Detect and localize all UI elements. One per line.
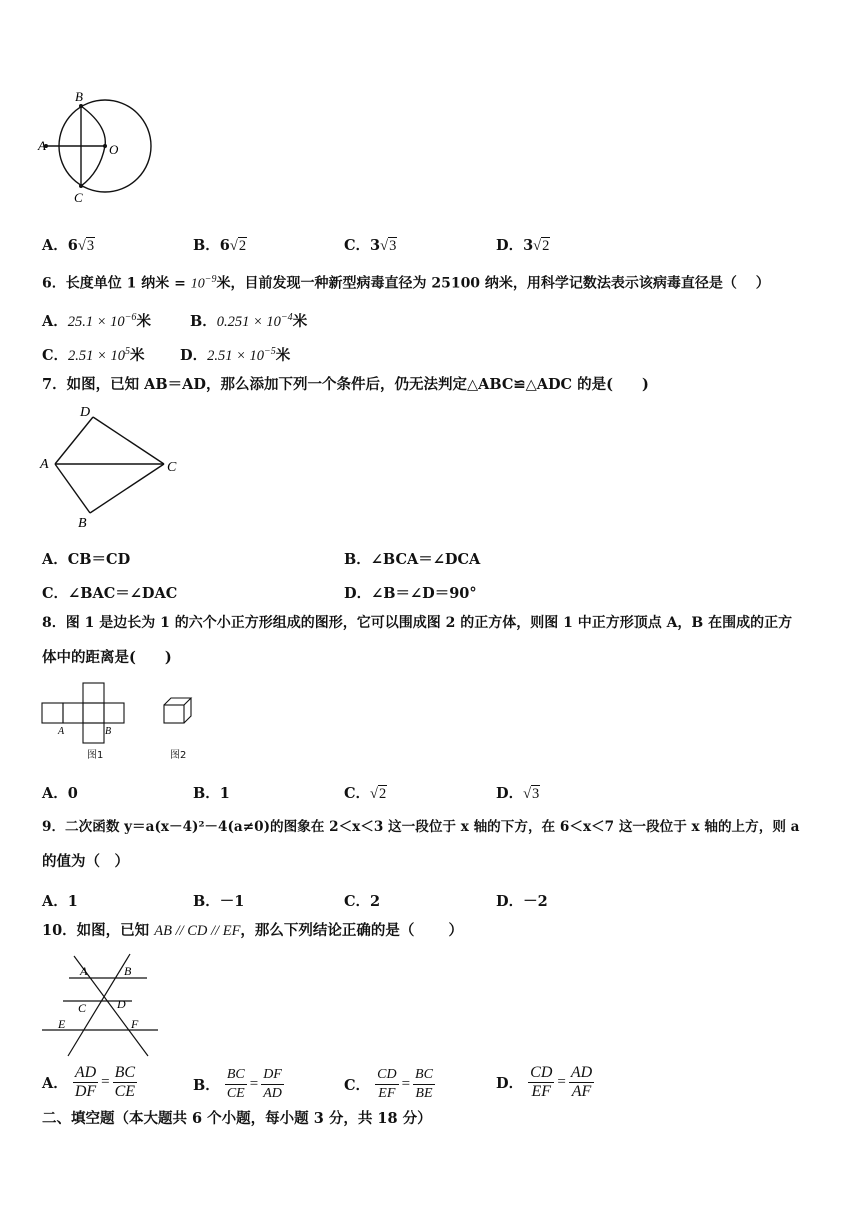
equals-sign: = bbox=[401, 1076, 411, 1092]
option-text: 1 bbox=[219, 785, 230, 802]
option-text: －2 bbox=[523, 893, 548, 910]
option-exponent: −4 bbox=[280, 312, 293, 324]
option-unit: 米 bbox=[275, 347, 291, 364]
option-label: B． bbox=[193, 237, 220, 254]
numerator: DF bbox=[261, 1066, 284, 1085]
q6-stem-a: 长度单位 1 纳米 = bbox=[65, 275, 191, 292]
q8-label-b: B bbox=[105, 726, 112, 737]
q10-label-c: C bbox=[78, 1001, 87, 1015]
option-coef: 3 bbox=[370, 237, 381, 254]
q8-option-c: C．√2 bbox=[344, 785, 387, 802]
q9-stem-line2: 的值为（ ） bbox=[42, 853, 129, 870]
q7-stem: 7．如图，已知 AB＝AD，那么添加下列一个条件后，仍无法判定△ABC≌△ADC 的是( ) bbox=[42, 376, 649, 393]
option-label: D． bbox=[344, 585, 372, 602]
option-text: ∠B＝∠D＝90° bbox=[371, 585, 477, 602]
option-unit: 米 bbox=[136, 313, 151, 330]
denominator: CE bbox=[226, 1086, 245, 1101]
q10-label-b: B bbox=[124, 964, 132, 978]
q7-option-d bbox=[344, 582, 477, 603]
q8-stem-line1: 8．图 1 是边长为 1 的六个小正方形组成的图形，它可以围成图 2 的正方体，则图 1 中正方形顶点 A，B 在围成的正方 bbox=[42, 615, 793, 631]
denominator: AD bbox=[263, 1086, 282, 1101]
option-label: C． bbox=[42, 347, 69, 364]
q5-label-o: O bbox=[109, 142, 119, 157]
option-label: D． bbox=[180, 347, 208, 364]
option-mantissa: 2.51 × 10 bbox=[68, 348, 125, 364]
q6-number: 6． bbox=[42, 275, 66, 292]
q6-option-c bbox=[42, 344, 144, 365]
option-label: D． bbox=[496, 237, 524, 254]
q10-option-d bbox=[496, 1064, 594, 1101]
denominator: DF bbox=[74, 1083, 97, 1100]
option-label: B． bbox=[193, 893, 220, 910]
option-label: B． bbox=[193, 785, 220, 802]
q10-label-e: E bbox=[58, 1017, 66, 1031]
numerator: AD bbox=[570, 1064, 593, 1081]
q5-option-a: A．6√3 bbox=[42, 237, 95, 254]
q10-stem-b: ，那么下列结论正确的是（ ） bbox=[240, 922, 463, 939]
option-radicand: 2 bbox=[238, 238, 247, 254]
q10-stem bbox=[42, 924, 463, 939]
q5-label-a: A bbox=[38, 138, 46, 153]
option-radicand: 2 bbox=[379, 786, 387, 802]
fraction bbox=[413, 1066, 435, 1103]
denominator: EF bbox=[378, 1086, 396, 1101]
option-text: ∠BCA＝∠DCA bbox=[370, 551, 481, 568]
numerator: CD bbox=[530, 1064, 553, 1081]
option-coef: 6 bbox=[67, 237, 78, 254]
option-label: A． bbox=[42, 313, 68, 330]
option-exponent: −6 bbox=[124, 312, 137, 324]
option-label: C． bbox=[42, 585, 69, 602]
q10-option-b bbox=[193, 1066, 284, 1103]
denominator: CE bbox=[114, 1083, 136, 1100]
fraction bbox=[569, 1064, 594, 1101]
q10-label-f: F bbox=[131, 1017, 139, 1031]
q10-option-c bbox=[344, 1066, 435, 1103]
q6-stem bbox=[42, 275, 770, 292]
q5-option-d: D．3√2 bbox=[496, 237, 550, 254]
q10-label-a: A bbox=[80, 964, 88, 978]
q7-option-c bbox=[42, 582, 177, 603]
option-label: C． bbox=[344, 237, 371, 254]
option-label: D． bbox=[496, 1075, 524, 1092]
q6-option-a bbox=[42, 310, 151, 331]
option-label: A． bbox=[42, 1075, 68, 1092]
option-label: A． bbox=[42, 237, 68, 254]
option-label: C． bbox=[344, 1077, 371, 1094]
option-radicand: 2 bbox=[542, 238, 550, 254]
option-exponent: 5 bbox=[124, 346, 130, 358]
option-label: A． bbox=[42, 551, 68, 568]
option-unit: 米 bbox=[129, 347, 145, 364]
denominator: BE bbox=[415, 1086, 433, 1101]
option-text: CB＝CD bbox=[67, 551, 131, 568]
q9-option-b bbox=[193, 890, 244, 911]
q5-circle-figure bbox=[36, 88, 160, 212]
option-label: C． bbox=[344, 785, 371, 802]
option-label: A． bbox=[42, 893, 68, 910]
option-label: A． bbox=[42, 785, 68, 802]
option-text: ∠BAC＝∠DAC bbox=[68, 585, 178, 602]
q8-fig1-caption: 图1 bbox=[87, 750, 104, 761]
section-heading: 二、填空题（本大题共 6 个小题，每小题 3 分，共 18 分） bbox=[42, 1110, 432, 1127]
q6-stem-math: 10 bbox=[190, 276, 205, 292]
q9-option-d bbox=[496, 890, 548, 911]
option-label: B． bbox=[344, 551, 371, 568]
option-label: C． bbox=[344, 893, 371, 910]
q5-label-b: B bbox=[75, 89, 83, 104]
q8-label-a: A bbox=[58, 726, 65, 737]
option-mantissa: 25.1 × 10 bbox=[67, 314, 125, 330]
option-mantissa: 2.51 × 10 bbox=[207, 348, 264, 364]
option-text: 1 bbox=[67, 893, 78, 910]
numerator: CD bbox=[375, 1066, 398, 1085]
q10-math: AB // CD // EF bbox=[154, 923, 241, 939]
option-radicand: 3 bbox=[86, 238, 95, 254]
equals-sign: = bbox=[249, 1076, 259, 1092]
q6-option-b bbox=[190, 310, 307, 331]
fraction bbox=[528, 1064, 554, 1101]
q8-stem-line2: 体中的距离是( ) bbox=[42, 649, 172, 666]
q9-option-a bbox=[42, 890, 78, 911]
q10-option-a bbox=[42, 1064, 137, 1101]
option-label: B． bbox=[193, 1077, 220, 1094]
fraction bbox=[73, 1064, 98, 1101]
q10-label-d: D bbox=[117, 997, 126, 1011]
option-label: B． bbox=[190, 313, 217, 330]
q10-number: 10．如图，已知 bbox=[42, 922, 155, 939]
fraction bbox=[113, 1064, 137, 1101]
q8-option-a bbox=[42, 782, 78, 803]
q9-option-c bbox=[344, 890, 380, 911]
option-mantissa: 0.251 × 10 bbox=[216, 314, 281, 330]
option-radicand: 3 bbox=[532, 786, 540, 802]
numerator: AD bbox=[74, 1064, 97, 1081]
numerator: BC bbox=[225, 1066, 247, 1085]
option-label: D． bbox=[496, 785, 524, 802]
q7-kite-figure bbox=[36, 400, 186, 535]
q6-option-d bbox=[180, 344, 290, 365]
q8-option-b bbox=[193, 782, 230, 803]
q7-option-b bbox=[344, 548, 480, 569]
q10-parallel-lines-figure bbox=[38, 948, 160, 1062]
option-radicand: 3 bbox=[389, 238, 397, 254]
q7-label-a: A bbox=[40, 457, 49, 472]
fraction bbox=[375, 1066, 398, 1103]
equals-sign: = bbox=[557, 1074, 566, 1090]
denominator: EF bbox=[531, 1083, 552, 1100]
q7-option-a bbox=[42, 548, 130, 569]
option-text: 2 bbox=[370, 893, 381, 910]
option-coef: 6 bbox=[219, 237, 230, 254]
q8-option-d: D．√3 bbox=[496, 785, 540, 802]
equals-sign: = bbox=[101, 1074, 110, 1090]
q6-stem-b: 米，目前发现一种新型病毒直径为 25100 纳米，用科学记数法表示该病毒直径是（ ） bbox=[216, 275, 770, 292]
q7-label-c: C bbox=[167, 460, 177, 475]
option-unit: 米 bbox=[292, 313, 308, 330]
q9-stem-line1: 9．二次函数 y＝a(x－4)²－4(a≠0)的图象在 2＜x＜3 这一段位于 x 轴的下方，在 6＜x＜7 这一段位于 x 轴的上方，则 a bbox=[42, 819, 800, 835]
option-label: D． bbox=[496, 893, 524, 910]
numerator: BC bbox=[413, 1066, 435, 1085]
option-coef: 3 bbox=[523, 237, 534, 254]
denominator: AF bbox=[571, 1083, 592, 1100]
q7-label-b: B bbox=[78, 516, 87, 531]
q8-fig2-caption: 图2 bbox=[170, 750, 187, 761]
q5-label-c: C bbox=[74, 190, 83, 205]
fraction bbox=[225, 1066, 247, 1103]
option-exponent: −5 bbox=[264, 346, 276, 358]
q7-label-d: D bbox=[80, 405, 91, 420]
option-text: 0 bbox=[67, 785, 78, 802]
q6-stem-exp: −9 bbox=[204, 274, 217, 285]
option-text: －1 bbox=[219, 893, 245, 910]
q5-option-c: C．3√3 bbox=[344, 237, 397, 254]
fraction bbox=[261, 1066, 284, 1103]
numerator: BC bbox=[114, 1064, 136, 1081]
q5-option-b: B．6√2 bbox=[193, 237, 247, 254]
